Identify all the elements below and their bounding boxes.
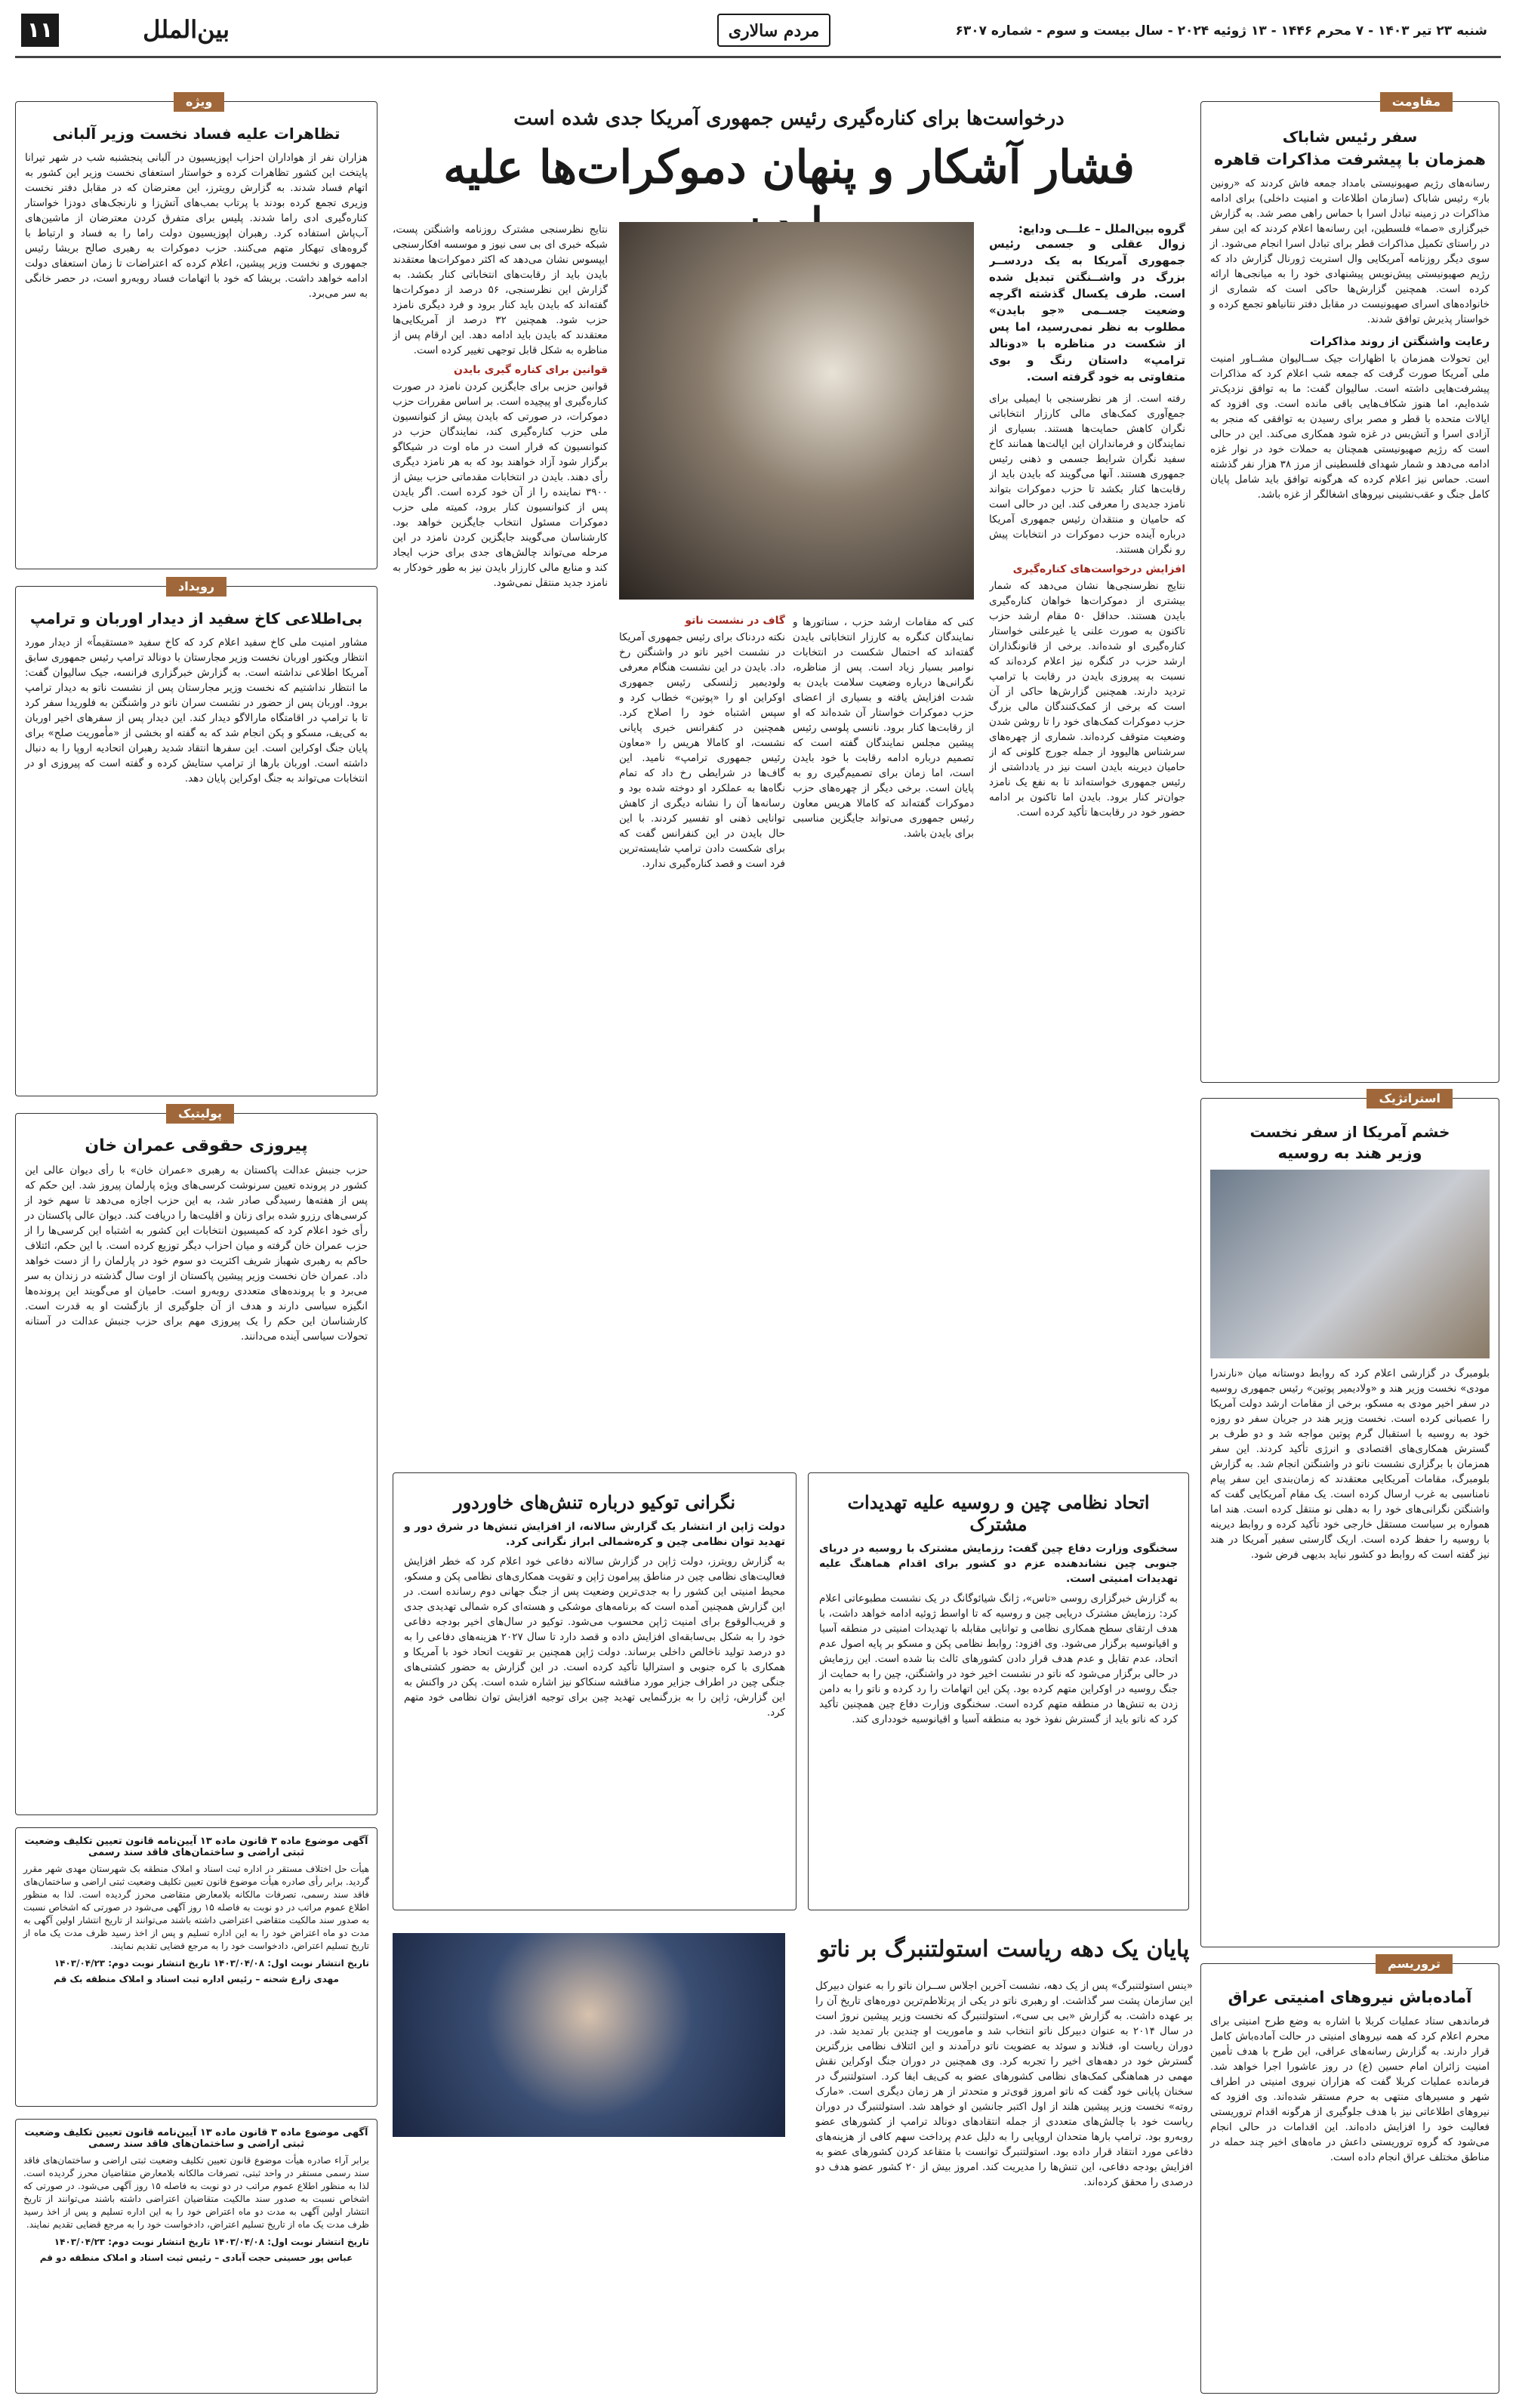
lead-text: زوال عقلی و جسمی رئیس جمهوری آمریکا به یک دردســر بزرگ در واشــنگتن تبدیل شده است. طرف یکسال گذشته اگرچه وضعیت جســمی «جو بایدن» مطلوب به نظر نمی‌رسید، اما پس از شکست در مناظره با «دونالد ترامپ» داستان رنگ و بوی متفاوتی به خود گرفته است. <box>989 237 1185 384</box>
story-body: قوانین حزبی برای جایگزین کردن نامزد در صورت کناره‌گیری او پیچیده است. بر اساس مقررات حزب دموکرات، در صورتی که بایدن پیش از کنوانسیون ملی حزب کناره‌گیری کند، نمایندگان حزب در کنوانسیون که قرار است در ماه اوت در شیکاگو برگزار شود آزاد خواهند بود که به هر نامزد دیگری رأی دهند. بایدن در انتخابات مقدماتی حزب بیش از ۳۹۰۰ نماینده را از آن خود کرده است. اگر بایدن پس از کنوانسیون کنار برود، کمیته ملی حزب دموکرات مسئول انتخاب جایگزین خواهد بود. کارشناسان می‌گویند جایگزین کردن نامزد در این مرحله می‌تواند چالش‌های جدی برای حزب ایجاد کند و منابع مالی کارزار بایدن نیز به طور خودکار به نامزد جدید منتقل نمی‌شود. <box>393 381 608 589</box>
notice-signature: عباس پور حسینی حجت آبادی – رئیس ثبت اسناد و املاک منطقه دو قم <box>39 2252 353 2263</box>
story-body: نتایج نظرسنجی مشترک روزنامه واشنگتن پست، شبکه خبری ای بی سی نیوز و موسسه افکارسنجی ایپسوس نشان می‌دهد که اکثر دموکرات‌ها معتقدند بایدن باید از رقابت‌های انتخاباتی کنار بکشد. به گزارش این نظرسنجی، ۵۶ درصد از دموکرات‌ها گفته‌اند که بایدن باید کنار برود و فرد دیگری نامزد حزب شود. همچنین ۳۲ درصد از آمریکایی‌ها معتقدند که بایدن باید ادامه دهد. این ارقام پس از مناظره به شکل قابل توجهی تغییر کرده است. <box>393 224 608 356</box>
story-title: تظاهرات علیه فساد نخست وزیر آلبانی <box>52 125 340 143</box>
notice-body: برابر آراء صادره هیأت موضوع قانون تعیین تکلیف وضعیت ثبتی اراضی و ساختمان‌های فاقد سند رسمی مستقر در واحد ثبتی، تصرفات مالکانه بلامعارض متقاضیان محرز گردیده است. لذا به منظور اطلاع عموم مراتب در دو نوبت به فاصله ۱۵ روز آگهی می‌شود. در صورتی که اشخاص نسبت به صدور سند مالکیت متقاضیان اعتراضی داشته باشند می‌توانند از تاریخ انتشار اولین آگهی به مدت دو ماه اعتراض خود را به این اداره تسلیم و پس از اخذ رسید ظرف مدت یک ماه از تاریخ تسلیم اعتراض، دادخواست خود را به مرجع قضایی تقدیم نمایند. <box>23 2155 369 2230</box>
left-box-orban <box>15 586 377 1096</box>
story-title: بی‌اطلاعی کاخ سفید از دیدار اوربان و ترامپ <box>29 609 363 627</box>
notice-title: آگهی موضوع ماده ۳ قانون ماده ۱۳ آیین‌نامه قانون تعیین تکلیف وضعیت ثبتی اراضی و ساختمان‌های فاقد سند رسمی <box>24 2127 368 2150</box>
section-title: بین‌الملل <box>143 15 230 44</box>
story-lead: سخنگوی وزارت دفاع چین گفت: رزمایش مشترک با روسیه در دریای جنوبی چین نشاندهنده عزم دو کشور برای اقدام هماهنگ علیه تهدیدات امنیتی است. <box>819 1543 1178 1585</box>
story-body: حزب جنبش عدالت پاکستان به رهبری «عمران خان» با رأی دیوان عالی این کشور در پرونده تعیین سرنوشت کرسی‌های ویژه پارلمان پیروز شد. این حکم که پس از هفته‌ها رسیدگی صادر شد، به این حزب اجازه می‌دهد تا سهم خود از کرسی‌های رزرو شده برای زنان و اقلیت‌ها را دریافت کند. دیوان عالی پاکستان در رأی خود اعلام کرد که کمیسیون انتخابات این کشور به اشتباه این کرسی‌ها را از حزب عمران خان گرفته و میان احزاب دیگر توزیع کرده است. با این حکم، ائتلاف حاکم به رهبری شهباز شریف اکثریت دو سوم خود در پارلمان را از دست خواهد داد. عمران خان نخست وزیر پیشین پاکستان از اوت سال گذشته در زندان به سر می‌برد و با پرونده‌های متعددی روبه‌رو است. حامیان او می‌گویند این پرونده‌ها انگیزه سیاسی دارند و هدف از آن جلوگیری از بازگشت او به قدرت است. کارشناسان این حکم را یک پیروزی مهم برای حزب جنبش عدالت در آستانه تحولات سیاسی آینده می‌دانند. <box>25 1164 368 1343</box>
story-body: بلومبرگ در گزارشی اعلام کرد که روابط دوستانه میان «نارندرا مودی» نخست وزیر هند و «ولادیمیر پوتین» رئیس جمهوری روسیه در سفر اخیر مودی به مسکو، برخی از مقامات ارشد دولت آمریکا را عصبانی کرده است. نخست وزیر هند در جریان سفر دو روزه خود به روسیه با استقبال گرم پوتین مواجه شد و دو طرف بر گسترش همکاری‌های اقتصادی و انرژی تأکید کردند. این سفر همزمان با برگزاری نشست ناتو در واشنگتن انجام شد. به گزارش بلومبرگ، مقامات آمریکایی معتقدند که زمان‌بندی این سفر پیام نامناسبی به غرب ارسال کرده است. یک مقام آمریکایی گفت که واشنگتن نگرانی‌های خود را به دهلی نو منتقل کرده است. هند اما همواره بر سیاست مستقل خارجی خود تأکید کرده و روابط دیرینه با روسیه را حفظ کرده است. اریک گارستی سفیر آمریکا در هند نیز گفته است که روابط دو کشور نباید بدیهی فرض شود. <box>1210 1367 1490 1561</box>
left-box-albania <box>15 101 377 569</box>
story-title: پیروزی حقوقی عمران خان <box>85 1136 308 1155</box>
story-body: به گزارش خبرگزاری روسی «تاس»، ژانگ شیائوگانگ در یک نشست مطبوعاتی اعلام کرد: رزمایش مشترک دریایی چین و روسیه که تا اواسط ژوئیه ادامه خواهد داشت، با هدف ارتقای سطح همکاری نظامی و توانایی مقابله با تهدیدات امنیتی در منطقه آسیا و اقیانوسیه برگزار می‌شود. وی افزود: روابط نظامی پکن و مسکو بر پایه اصول عدم اتحاد، عدم تقابل و عدم هدف قرار دادن کشورهای ثالث بنا شده است. این رزمایش در حالی برگزار می‌شود که ناتو در نشست اخیر خود در واشنگتن، چین را به حمایت از جنگ روسیه در اوکراین متهم کرده بود. پکن این اتهامات را رد کرده و ناتو را به دامن زدن به تنش‌ها در منطقه متهم کرده است. سخنگوی وزارت دفاع چین همچنین تأکید کرد که ناتو باید از گسترش نفوذ خود به منطقه آسیا و اقیانوسیه خودداری کند. <box>819 1592 1178 1725</box>
story-body: هزاران نفر از هواداران احزاب اپوزیسیون در آلبانی پنجشنبه شب در شهر تیرانا پایتخت این کشور تظاهرات کرده و خواستار استعفای نخست وزیر این کشور به اتهام فساد شدند. به گزارش رویترز، این معترضان که در مقابل دفتر نخست وزیری تجمع کرده بودند با پرتاب بمب‌های آتش‌زا و نارنجک‌های دودزا خواستار کناره‌گیری ادی راما شدند. پلیس برای متفرق کردن معترضان از ماشین‌های آب‌پاش استفاده کرد. رهبران اپوزیسیون دولت راما را به فساد و ارتباط با گروه‌های تبهکار متهم می‌کنند. حزب دموکرات به رهبری صالح بریشا رئیس جمهوری و نخست وزیر پیشین، اعلام کرده که اعتراضات تا زمان استعفای دولت ادامه خواهد داشت. بریشا که خود با اتهامات فساد روبه‌رو است، در حصر خانگی به سر می‌برد. <box>25 152 368 300</box>
japan-story <box>393 1472 797 1910</box>
story-body: کنی که مقامات ارشد حزب ، سناتورها و نمایندگان کنگره به کارزار انتخاباتی بایدن گفته‌اند که احتمال شکست در انتخابات نوامبر بسیار زیاد است. پس از مناظره، نگرانی‌ها درباره وضعیت سلامت بایدن به شدت افزایش یافته و بسیاری از اعضای حزب دموکرات خواستار آن شده‌اند که او از رقابت‌ها کنار برود. نانسی پلوسی رئیس پیشین مجلس نمایندگان گفته است که تصمیم درباره ادامه رقابت با خود بایدن است، اما زمان برای تصمیم‌گیری رو به پایان است. برخی دیگر از چهره‌های حزب دموکرات گفته‌اند که کامالا هریس معاون رئیس جمهوری می‌تواند جایگزین مناسبی برای بایدن باشد. <box>793 616 974 840</box>
story-kicker: خشم آمریکا از سفر نخست <box>1249 1123 1450 1141</box>
notice-dates: تاریخ انتشار نوبت اول: ۱۴۰۳/۰۴/۰۸ تاریخ انتشار نوبت دوم: ۱۴۰۳/۰۴/۲۳ <box>54 2237 369 2247</box>
right-box-india <box>1200 1098 1499 1947</box>
newspaper-logo: مردم سالاری <box>717 14 830 47</box>
story-body: رفته است. از هر نظرسنجی با ایمیلی برای جمع‌آوری کمک‌های مالی کارزار انتخاباتی نگران کاهش حمایت‌ها هستند. بسیاری از نمایندگان و فرمانداران این ایالت‌ها همانند کاخ سفید نگران شرایط جسمی و ذهنی رئیس جمهوری هستند. آنها می‌گویند که بایدن باید از رقابت‌ها کنار بکشد تا حزب دموکرات بتواند نامزد جدیدی را معرفی کند. این در حالی است که حامیان و منتقدان رئیس جمهوری آمریکا درباره آینده حزب دموکرات در انتخابات پیش رو نگران هستند. <box>989 393 1185 556</box>
story-body: رسانه‌های رژیم صهیونیستی بامداد جمعه فاش کردند که «رونین بار» رئیس شاباک (سازمان اطلاعات و امنیت داخلی) برای ادامه مذاکرات در زمینه تبادل اسرا با حماس راهی مصر شد. به گزارش خبرگزاری «صما» فلسطین، این رسانه‌ها اعلام کردند که این سفر در راستای تکمیل مذاکرات قطر برای تبادل اسرا انجام می‌شود. از سوی دیگر روزنامه آمریکایی وال استریت ژورنال گزارش داد که رژیم صهیونیستی پیش‌نویس پیشنهادی خود را به میانجی‌ها ارائه کرده است. همچنین گزارش‌ها حاکی است که شماری از خانواده‌های اسرای صهیونیست در مقابل دفتر نتانیاهو تجمع کرده و خواستار پذیرش توافق شدند. <box>1210 177 1490 325</box>
story-subhead: گاف در نشست ناتو <box>685 615 785 627</box>
story-title: پایان یک دهه ریاست استولتنبرگ بر ناتو <box>818 1936 1190 1962</box>
story-title: نگرانی توکیو درباره تنش‌های خاوردور <box>454 1491 735 1513</box>
story-body: این تحولات همزمان با اظهارات جیک ســالیوان مشــاور امنیت ملی آمریکا صورت گرفت که جمعه شب اعلام کرد که مذاکرات پیشرفت‌هایی داشته است. سالیوان گفت: ما به توافق نزدیک‌تر شده‌ایم، اما هنوز شکاف‌هایی باقی مانده است. وی افزود که ایالات متحده با قطر و مصر برای رسیدن به توافقی که منجر به آزادی اسرا و آتش‌بس در غزه شود همکاری می‌کند. این در حالی است که رژیم صهیونیستی همچنان به حملات خود در نوار غزه ادامه می‌دهد و شمار شهدای فلسطینی از مرز ۳۸ هزار نفر گذشته است. حماس نیز اعلام کرده که هرگونه توافق باید شامل پایان کامل جنگ و عقب‌نشینی نیروهای اشغالگر از غزه باشد. <box>1210 353 1490 501</box>
right-box-shabak <box>1200 101 1499 1083</box>
story-title: وزیر هند به روسیه <box>1277 1144 1422 1162</box>
nato-story <box>393 1933 1193 2394</box>
story-kicker: سفر رئیس شاباک <box>1282 128 1418 146</box>
section-tag: رویداد <box>166 577 226 597</box>
main-headline: فشار آشکار و پنهان دموکرات‌ها علیه <box>443 141 1135 194</box>
story-body: نتایج نظرسنجی‌ها نشان می‌دهد که شمار بیشتری از دموکرات‌ها خواهان کناره‌گیری بایدن هستند. حداقل ۵۰ مقام ارشد حزب تاکنون به صورت علنی یا غیرعلنی خواستار کناره‌گیری او شده‌اند. برخی از قانونگذاران ارشد حزب در کنگره نیز اعلام کرده‌اند که نسبت به پیروزی بایدن در رقابت با ترامپ تردید دارند. همچنین گزارش‌ها حاکی از آن است که برخی از کمک‌کنندگان مالی بزرگ حزب دموکرات کمک‌های خود را تا روشن شدن وضعیت متوقف کرده‌اند. شماری از چهره‌های سرشناس هالیوود از جمله جورج کلونی که از حامیان دیرینه بایدن است نیز در یادداشتی از رئیس جمهوری خواسته‌اند تا به نفع یک نامزد جوان‌تر کنار برود. بایدن اما تاکنون بر ادامه حضور خود در رقابت‌ها تأکید کرده است. <box>989 580 1185 819</box>
notice-dates: تاریخ انتشار نوبت اول: ۱۴۰۳/۰۴/۰۸ تاریخ انتشار نوبت دوم: ۱۴۰۳/۰۴/۲۳ <box>54 1958 369 1969</box>
story-subhead: رعایت واشنگتن از روند مذاکرات <box>1310 335 1490 348</box>
story-subhead: افزایش درخواست‌های کناره‌گیری <box>1012 563 1185 575</box>
story-body: به گزارش رویترز، دولت ژاپن در گزارش سالانه دفاعی خود اعلام کرد که خطر افزایش فعالیت‌های نظامی چین در مناطق پیرامون ژاپن و تقویت همکاری‌های نظامی پکن و مسکو، محیط امنیتی این کشور را به جدی‌ترین وضعیت پس از جنگ جهانی دوم رسانده است. در این گزارش همچنین آمده است که برنامه‌های موشکی و هسته‌ای کره شمالی تهدیدی جدی و قریب‌الوقوع برای امنیت ژاپن محسوب می‌شود. توکیو در سال‌های اخیر بودجه دفاعی خود را به شکل بی‌سابقه‌ای افزایش داده و قصد دارد تا سال ۲۰۲۷ هزینه‌های دفاعی را به دو درصد تولید ناخالص داخلی برساند. دولت ژاپن همچنین بر تقویت اتحاد خود با آمریکا و همکاری با کره جنوبی و استرالیا تأکید کرده است. در این گزارش به حضور کشتی‌های جنگی چین در اطراف جزایر مورد مناقشه سنکاکو نیز اشاره شده است. پکن در واکنش به این گزارش، ژاپن را به بزرگنمایی تهدید چین برای توجیه افزایش توان نظامی خود متهم کرد. <box>404 1555 785 1719</box>
story-body: مشاور امنیت ملی کاخ سفید اعلام کرد که کاخ سفید «مستقیماً» از دیدار مورد انتظار ویکتور اوربان نخست وزیر مجارستان با دونالد ترامپ رئیس جمهوری سابق آمریکا اطلاعی نداشته است. به گزارش خبرگزاری فرانسه، جیک سالیوان گفت: ما انتظار نداشتیم که نخست وزیر مجارستان پس از نشست ناتو به دیدار ترامپ برود. اوربان پس از حضور در نشست سران ناتو در واشنگتن به فلوریدا سفر کرد تا با ترامپ در اقامتگاه مارالاگو دیدار کند. این دیدار پس از سفرهای اخیر اوربان به کی‌یف، مسکو و پکن انجام شد که به گفته او بخشی از «مأموریت صلح» برای پایان جنگ اوکراین است. این سفرها انتقاد شدید رهبران اتحادیه اروپا را به دنبال داشته است. اوربان بارها از ترامپ ستایش کرده و گفته است که پیروزی او در انتخابات می‌تواند به جنگ اوکراین پایان دهد. <box>25 637 368 785</box>
left-box-imran-khan <box>15 1113 377 1815</box>
lead-author: گروه بین‌الملل – علـــی ودایع: <box>1018 222 1185 236</box>
story-lead: دولت ژاپن از انتشار یک گزارش سالانه، از افزایش تنش‌ها در شرق دور و تهدید توان نظامی چین و کره‌شمالی ابراز نگرانی کرد. <box>404 1521 785 1548</box>
legal-notice-2 <box>15 2119 377 2394</box>
section-tag: مقاومت <box>1380 92 1453 112</box>
notice-signature: مهدی زارع شحنه – رئیس اداره ثبت اسناد و املاک منطقه بک قم <box>54 1974 339 1984</box>
page-number-badge: ۱۱ <box>21 14 59 47</box>
stoltenberg-photo <box>393 1933 785 2137</box>
modi-putin-photo <box>1210 1170 1490 1358</box>
china-russia-story <box>808 1472 1189 1910</box>
story-title: اتحاد نظامی چین و روسیه علیه تهدیدات مشترک <box>847 1491 1150 1535</box>
main-kicker: درخواست‌ها برای کناره‌گیری رئیس جمهوری آمریکا جدی شده است <box>513 107 1065 130</box>
story-body: نکته دردناک برای رئیس جمهوری آمریکا در نشست اخیر ناتو در واشنگتن رخ داد. بایدن در این نشست هنگام معرفی ولودیمیر زلنسکی رئیس جمهوری اوکراین او را «پوتین» خطاب کرد و سپس اشتباه خود را اصلاح کرد. همچنین در کنفرانس خبری پایانی نشست، او کامالا هریس را «معاون رئیس جمهوری ترامپ» نامید. این گاف‌ها در شرایطی رخ داد که تمام نگاه‌ها به عملکرد او دوخته شده بود و رسانه‌ها آن را نشانه دیگری از کاهش توانایی ذهنی او تفسیر کردند. با این حال بایدن در این کنفرانس گفت که برای شکست دادن ترامپ شایسته‌ترین فرد است و قصد کناره‌گیری ندارد. <box>619 631 785 870</box>
story-subhead: قوانین برای کناره گیری بایدن <box>453 364 608 376</box>
masthead <box>0 0 1516 62</box>
legal-notice-1 <box>15 1827 377 2107</box>
story-body: «ینس استولتنبرگ» پس از یک دهه، نشست آخرین اجلاس ســران ناتو را به عنوان دبیرکل این سازمان پشت سر گذاشت. او رهبری ناتو در یکی از پرتلاطم‌ترین دوره‌های تاریخ آن را بر عهده داشت. به گزارش «بی بی سی»، استولتنبرگ که نخست وزیر پیشین نروژ است در سال ۲۰۱۴ به عنوان دبیرکل ناتو انتخاب شد و ماموریت او چندین بار تمدید شد. در دوران ریاست او، فنلاند و سوئد به عضویت ناتو درآمدند و این ائتلاف نظامی بزرگترین گسترش خود در دهه‌های اخیر را تجربه کرد. وی همچنین در دوران جنگ اوکراین نقش مهمی در هماهنگی کمک‌های نظامی کشورهای عضو به کی‌یف ایفا کرد. استولتنبرگ در سخنان پایانی خود گفت که ناتو امروز قوی‌تر و متحدتر از هر زمان دیگری است. «مارک روته» نخست وزیر پیشین هلند از اول اکتبر جانشین او خواهد شد. استولتنبرگ در دوران ریاست خود با چالش‌های متعددی از جمله انتقادهای دونالد ترامپ از کشورهای عضو روبه‌رو بود. ترامپ بارها متحدان اروپایی را به دلیل عدم پرداخت سهم کافی از هزینه‌های دفاعی مورد انتقاد قرار داده بود. استولتنبرگ توانست با متقاعد کردن کشورهای عضو به افزایش بودجه دفاعی، این تنش‌ها را مدیریت کند. امروز بیش از ۲۰ کشور عضو هدف دو درصدی را محقق کرده‌اند. <box>815 1980 1193 2188</box>
story-title: آماده‌باش نیروهای امنیتی عراق <box>1228 1988 1472 2006</box>
notice-title: آگهی موضوع ماده ۳ قانون ماده ۱۳ آیین‌نامه قانون تعیین تکلیف وضعیت ثبتی اراضی و ساختمان‌های فاقد سند رسمی <box>24 1836 368 1858</box>
right-box-iraq <box>1200 1963 1499 2394</box>
section-tag: تروریسم <box>1376 1954 1453 1974</box>
main-story <box>393 101 1185 1460</box>
story-body: فرماندهی ستاد عملیات کربلا با اشاره به وضع طرح امنیتی برای محرم اعلام کرد که همه نیروهای امنیتی در حالت آماده‌باش کامل قرار دارند. به گزارش رسانه‌های عراقی، این طرح با هدف تأمین امنیت زائران امام حسین (ع) در روز عاشورا اجرا خواهد شد. فرمانده عملیات کربلا گفت که هزاران نیروی امنیتی در اطراف شهر و مسیرهای منتهی به حرم مستقر شده‌اند. وی افزود که نیروهای اطلاعاتی نیز با هدف جلوگیری از هرگونه اقدام تروریستی فعالیت خود را افزایش داده‌اند. این اقدامات در حالی انجام می‌شود که گروه تروریستی داعش در ماه‌های اخیر چند حمله در مناطق مختلف عراق انجام داده است. <box>1210 2015 1490 2163</box>
section-tag: پولیتیک <box>166 1104 234 1124</box>
section-tag: استراتژیک <box>1367 1089 1453 1108</box>
notice-body: هیأت حل اختلاف مستقر در اداره ثبت اسناد و املاک منطقه بک شهرستان مهدی شهر مقرر گردید. برابر رأی صادره هیأت موضوع قانون تعیین تکلیف وضعیت ثبتی اراضی و ساختمان‌های فاقد سند رسمی، تصرفات مالکانه بلامعارض متقاضی محرز گردیده است. لذا به منظور اطلاع عموم مراتب در دو نوبت به فاصله ۱۵ روز آگهی می‌شود در صورتی که اشخاص نسبت به صدور سند مالکیت متقاضی اعتراضی داشته باشند می‌توانند از تاریخ انتشار اولین آگهی به مدت دو ماه اعتراض خود را به این اداره تسلیم و پس از اخذ رسید ظرف مدت یک ماه از تاریخ تسلیم اعتراض، دادخواست خود را به مرجع قضایی تقدیم نمایند. <box>23 1864 369 1951</box>
section-tag: ویژه <box>174 92 224 112</box>
biden-clooney-photo <box>619 222 974 600</box>
story-title: همزمان با پیشرفت مذاکرات قاهره <box>1214 150 1486 168</box>
date-line: شنبه ۲۳ تیر ۱۴۰۳ - ۷ محرم ۱۴۴۶ - ۱۳ ژوئیه ۲۰۲۴ - سال بیست و سوم - شماره ۶۳۰۷ <box>955 23 1487 39</box>
